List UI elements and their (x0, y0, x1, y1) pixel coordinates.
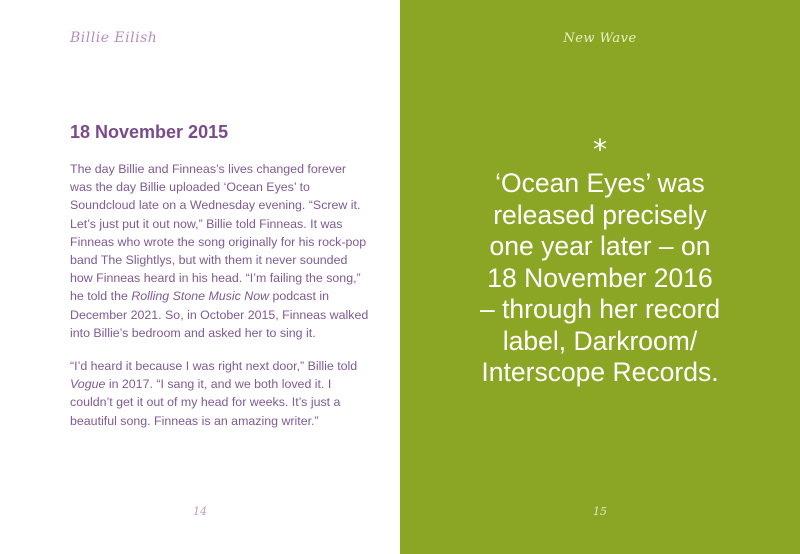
pull-quote (400, 168, 800, 389)
asterisk-icon: * (593, 133, 607, 166)
quote-line: one year later – on (489, 231, 711, 261)
quote-line: – through her record (479, 294, 721, 324)
quote-line: 18 November 2016 (487, 262, 713, 293)
quote-line: released precisely (493, 199, 707, 230)
page-number-left: 14 (193, 505, 207, 518)
body-text (70, 160, 370, 445)
running-head-left: Billie Eilish (70, 30, 158, 46)
paragraph-2-italic: Vogue (70, 377, 106, 392)
running-head-right: New Wave (563, 31, 637, 46)
quote-line: Interscope Records. (481, 357, 719, 387)
paragraph-2-text-a: “I’d heard it because I was right next door,” Billie told (70, 359, 358, 374)
quote-line: ‘Ocean Eyes’ was (495, 168, 705, 198)
paragraph-2-text-b: in 2017. “I sang it, and we both loved it. I couldn’t get it out of my head for weeks. It’s just a beautiful song. Finneas is an amazing writer.” (70, 377, 341, 428)
paragraph-1 (70, 160, 370, 342)
paragraph-2 (70, 357, 370, 430)
paragraph-1-text-a: The day Billie and Finneas’s lives changed forever was the day Billie uploaded ‘Ocean Eyes’ to Soundcloud late on a Wednesday evening. “Screw it. Let’s just put it out now,” Billie told Finneas. It was Finneas who wrote the song originally for his rock-pop band The Slightlys, but with them it never sounded how Finneas heard in his head. “I’m failing the song,” he told the (70, 162, 367, 304)
right-page (400, 0, 800, 554)
page-number-right: 15 (593, 505, 607, 518)
section-heading: 18 November 2015 (70, 122, 229, 142)
paragraph-1-text-b: podcast in December 2021. So, in October 2015, Finneas walked into Billie’s bedroom and asked her to sing it. (70, 289, 369, 340)
quote-line: label, Darkroom/ (502, 325, 698, 356)
paragraph-1-italic: Rolling Stone Music Now (131, 289, 270, 304)
